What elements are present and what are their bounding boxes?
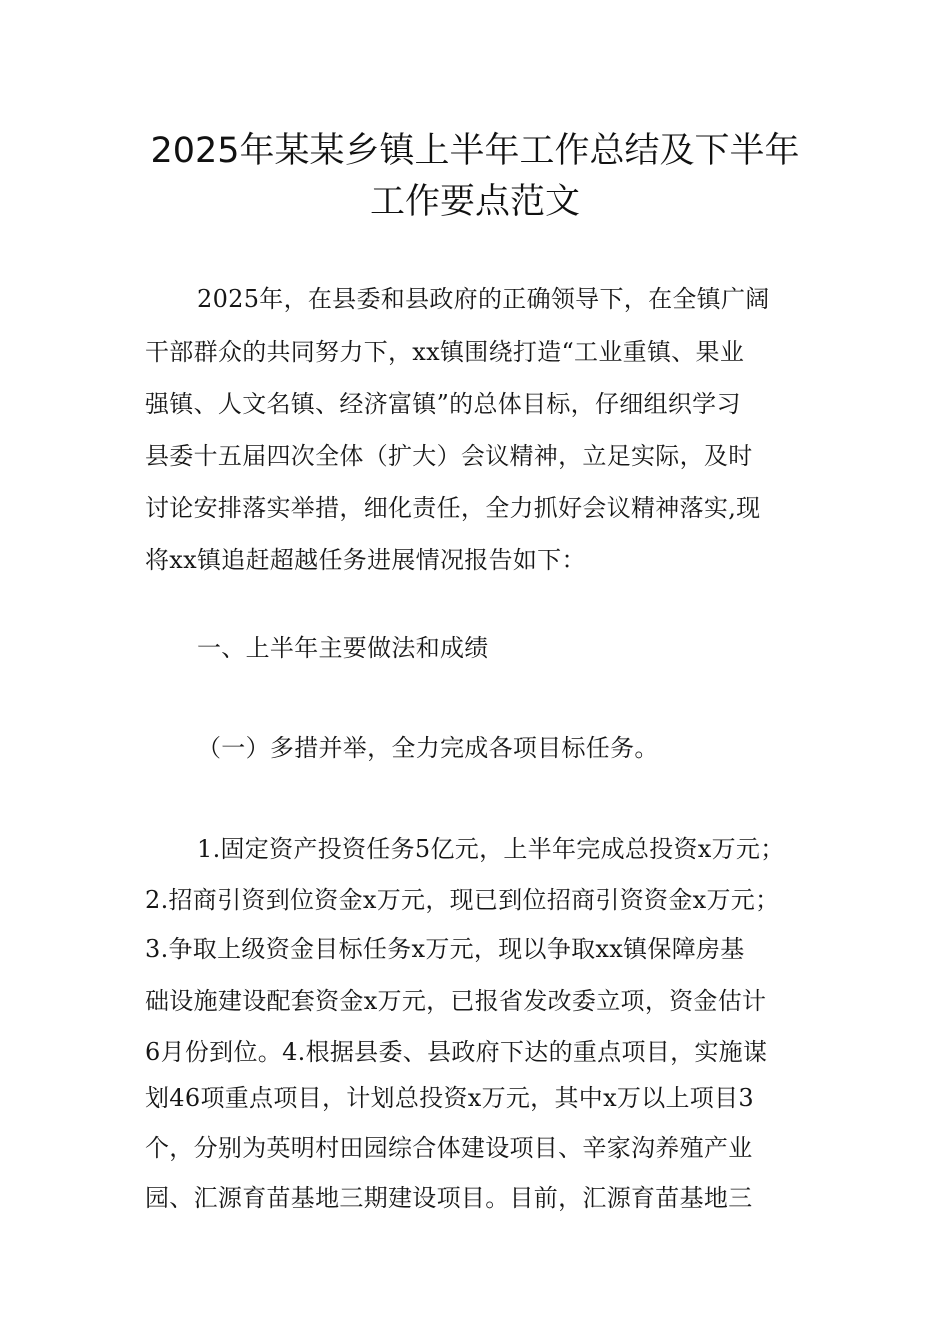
- intro-line-4: 县委十五届四次全体（扩大）会议精神，立足实际，及时: [145, 442, 753, 470]
- body-line-3: 3.争取上级资金目标任务x万元，现以争取xx镇保障房基: [145, 935, 745, 963]
- section-heading: 一、上半年主要做法和成绩: [197, 634, 489, 662]
- body-line-5: 6月份到位。4.根据县委、县政府下达的重点项目，实施谋: [145, 1038, 768, 1066]
- subsection-heading: （一）多措并举，全力完成各项目标任务。: [197, 734, 659, 762]
- body-line-7: 个，分别为英明村田园综合体建设项目、辛家沟养殖产业: [145, 1134, 753, 1162]
- body-line-1: 1.固定资产投资任务5亿元，上半年完成总投资x万元；: [197, 835, 785, 863]
- document-title-line-2: 工作要点范文: [369, 182, 580, 222]
- document-title-line-1: 2025年某某乡镇上半年工作总结及下半年: [150, 131, 800, 171]
- intro-line-6: 将xx镇追赶超越任务进展情况报告如下：: [145, 546, 586, 574]
- intro-line-3: 强镇、人文名镇、经济富镇”的总体目标，仔细组织学习: [145, 390, 741, 418]
- body-line-2: 2.招商引资到位资金x万元，现已到位招商引资资金x万元；: [145, 886, 780, 914]
- body-line-6: 划46项重点项目，计划总投资x万元，其中x万以上项目3: [145, 1084, 754, 1112]
- intro-line-2: 干部群众的共同努力下，xx镇围绕打造“工业重镇、果业: [145, 338, 745, 366]
- intro-line-5: 讨论安排落实举措，细化责任，全力抓好会议精神落实,现: [145, 494, 761, 522]
- body-line-4: 础设施建设配套资金x万元，已报省发改委立项，资金估计: [145, 987, 767, 1015]
- body-line-8: 园、汇源育苗基地三期建设项目。目前，汇源育苗基地三: [145, 1184, 753, 1212]
- intro-line-1: 2025年，在县委和县政府的正确领导下，在全镇广阔: [197, 285, 770, 313]
